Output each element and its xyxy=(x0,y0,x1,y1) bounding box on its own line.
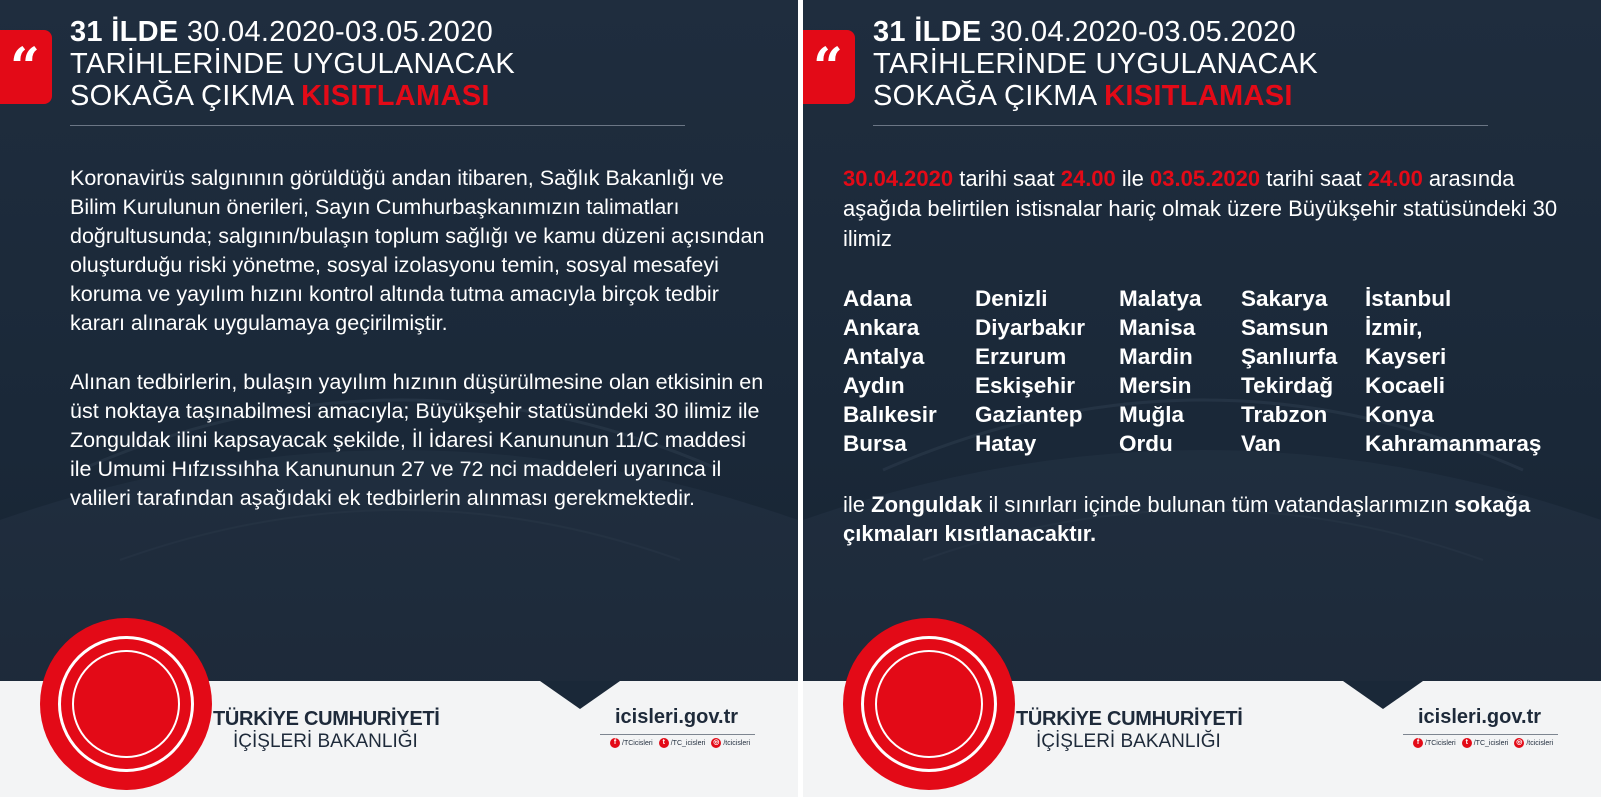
city-item: Antalya xyxy=(843,344,925,369)
city-item: Mardin xyxy=(1119,344,1193,369)
page-title xyxy=(70,16,515,112)
city-item: Sakarya xyxy=(1241,286,1328,311)
website-divider xyxy=(600,734,755,735)
twitter-icon: t xyxy=(659,738,669,748)
ministry-line1: TÜRKİYE CUMHURİYETİ xyxy=(1016,708,1243,730)
city-column-1 xyxy=(843,284,937,458)
city-item: Kahramanmaraş xyxy=(1365,431,1542,456)
city-item: Ankara xyxy=(843,315,920,340)
ministry-line2: İÇİŞLERİ BAKANLIĞI xyxy=(1036,731,1221,752)
city-item: Diyarbakır xyxy=(975,315,1086,340)
city-item: Balıkesir xyxy=(843,402,937,427)
intro-text: tarihi saat xyxy=(953,166,1061,191)
city-item: Samsun xyxy=(1241,315,1329,340)
ministry-name xyxy=(1016,708,1243,754)
quote-badge xyxy=(0,30,52,104)
title-line3: SOKAĞA ÇIKMA xyxy=(70,80,302,112)
city-item: Kayseri xyxy=(1365,344,1447,369)
city-item: Mersin xyxy=(1119,373,1192,398)
title-divider xyxy=(873,125,1488,126)
ministry-name xyxy=(213,708,440,754)
twitter-link[interactable]: t /TC_icisleri xyxy=(659,738,706,748)
start-date: 30.04.2020 xyxy=(843,166,954,191)
title-line1-dates: 30.04.2020-03.05.2020 xyxy=(981,16,1297,48)
title-line1-bold: 31 İLDE xyxy=(70,16,179,48)
city-item: Muğla xyxy=(1119,402,1184,427)
end-hour: 24.00 xyxy=(1367,166,1423,191)
quote-mark-icon: “ xyxy=(10,37,40,98)
zonguldak-highlight: Zonguldak xyxy=(871,492,983,517)
facebook-icon: f xyxy=(1413,738,1423,748)
ministry-line2: İÇİŞLERİ BAKANLIĞI xyxy=(233,731,418,752)
city-item: Erzurum xyxy=(975,344,1067,369)
city-item: Şanlıurfa xyxy=(1241,344,1338,369)
instagram-icon: ◎ xyxy=(1516,739,1523,746)
city-item: Manisa xyxy=(1119,315,1196,340)
website-link[interactable]: icisleri.gov.tr xyxy=(615,706,739,728)
title-line1-dates: 30.04.2020-03.05.2020 xyxy=(178,16,494,48)
curfew-intro xyxy=(843,164,1583,254)
city-item: Trabzon xyxy=(1241,402,1328,427)
intro-text: arasında aşağıda belirtilen istisnalar hariç olmak üzere Büyükşehir statüsündeki 30 ilimiz xyxy=(843,166,1558,251)
website-divider xyxy=(1403,734,1558,735)
title-line3-red: KISITLAMASI xyxy=(1104,80,1293,112)
facebook-link[interactable]: f /TCicisleri xyxy=(1413,738,1456,748)
paragraph-1: Koronavirüs salgınının görüldüğü andan itibaren, Sağlık Bakanlığı ve Bilim Kurulunun önerileri, Sayın Cumhurbaşkanımızın talimatları doğrultusunda; salgının/bulaşın toplum sağlığı ve kamu düzeni açısından oluşturduğu riski yönetme, sosyal izolasyonu temin, sosyal mesafeyi koruma ve yayılım hızını kontrol altında tutma amacıyla birçok tedbir kararı alınarak uygulamaya geçirilmiştir. xyxy=(70,166,765,335)
city-column-3 xyxy=(1119,284,1202,458)
city-item: Aydın xyxy=(843,373,905,398)
instagram-icon: ◎ xyxy=(713,739,720,746)
website-link[interactable]: icisleri.gov.tr xyxy=(1418,706,1542,728)
city-item: Gaziantep xyxy=(975,402,1083,427)
facebook-link[interactable]: f /TCicisleri xyxy=(610,738,653,748)
footer-notch xyxy=(1343,681,1423,709)
intro-text: tarihi saat xyxy=(1260,166,1368,191)
emblem-inner-ring xyxy=(72,650,180,758)
city-item: Malatya xyxy=(1119,286,1202,311)
quote-mark-icon: “ xyxy=(813,37,843,98)
panel-right xyxy=(803,0,1601,797)
city-item: Van xyxy=(1241,431,1282,456)
intro-text: ile xyxy=(1115,166,1151,191)
twitter-icon: t xyxy=(1462,738,1472,748)
social-links xyxy=(610,738,750,748)
city-item: Bursa xyxy=(843,431,907,456)
city-item: Konya xyxy=(1365,402,1434,427)
social-links xyxy=(1413,738,1553,748)
start-hour: 24.00 xyxy=(1060,166,1116,191)
panel-left xyxy=(0,0,798,797)
city-item: Eskişehir xyxy=(975,373,1076,398)
ministry-line1: TÜRKİYE CUMHURİYETİ xyxy=(213,708,440,730)
outro-text: il sınırları içinde bulunan tüm vatandaşlarımızın xyxy=(982,492,1455,517)
city-column-5 xyxy=(1365,284,1541,458)
city-item: Ordu xyxy=(1119,431,1173,456)
curfew-outro xyxy=(843,490,1583,548)
outro-text: ile xyxy=(843,492,872,517)
city-item: Hatay xyxy=(975,431,1037,456)
paragraph-2: Alınan tedbirlerin, bulaşın yayılım hızının düşürülmesine olan etkisinin en üst noktaya taşınabilmesi amacıyla; Büyükşehir statüsündeki 30 ilimiz ile Zonguldak ilini kapsayacak şekilde, İl İdaresi Kanununun 11/C maddesi ile Umumi Hıfzıssıhha Kanununun 27 ve 72 nci maddeleri uyarınca il valileri tarafından aşağıdaki ek tedbirlerin alınması gerekmektedir. xyxy=(70,370,764,510)
facebook-icon: f xyxy=(610,738,620,748)
city-item: Denizli xyxy=(975,286,1048,311)
instagram-link[interactable]: ◎ /tcicisleri xyxy=(713,739,751,747)
emblem-inner-ring xyxy=(875,650,983,758)
twitter-link[interactable]: t /TC_icisleri xyxy=(1462,738,1509,748)
curfew-highlight: sokağa çıkmaları kısıtlanacaktır. xyxy=(843,492,1531,546)
end-date: 03.05.2020 xyxy=(1150,166,1261,191)
instagram-link[interactable]: ◎ /tcicisleri xyxy=(1516,739,1554,747)
title-line3: SOKAĞA ÇIKMA xyxy=(873,80,1105,112)
title-line3-red: KISITLAMASI xyxy=(301,80,490,112)
city-item: İzmir, xyxy=(1365,315,1423,340)
quote-badge xyxy=(803,30,855,104)
city-column-4 xyxy=(1241,284,1337,458)
city-item: Tekirdağ xyxy=(1241,373,1334,398)
title-line2: TARİHLERİNDE UYGULANACAK xyxy=(70,48,515,80)
announcement-text xyxy=(70,164,770,543)
page-title xyxy=(873,16,1318,112)
footer-notch xyxy=(540,681,620,709)
city-item: Adana xyxy=(843,286,912,311)
title-line2: TARİHLERİNDE UYGULANACAK xyxy=(873,48,1318,80)
title-divider xyxy=(70,125,685,126)
city-column-2 xyxy=(975,284,1085,458)
city-item: İstanbul xyxy=(1365,286,1452,311)
city-item: Kocaeli xyxy=(1365,373,1446,398)
title-line1-bold: 31 İLDE xyxy=(873,16,982,48)
